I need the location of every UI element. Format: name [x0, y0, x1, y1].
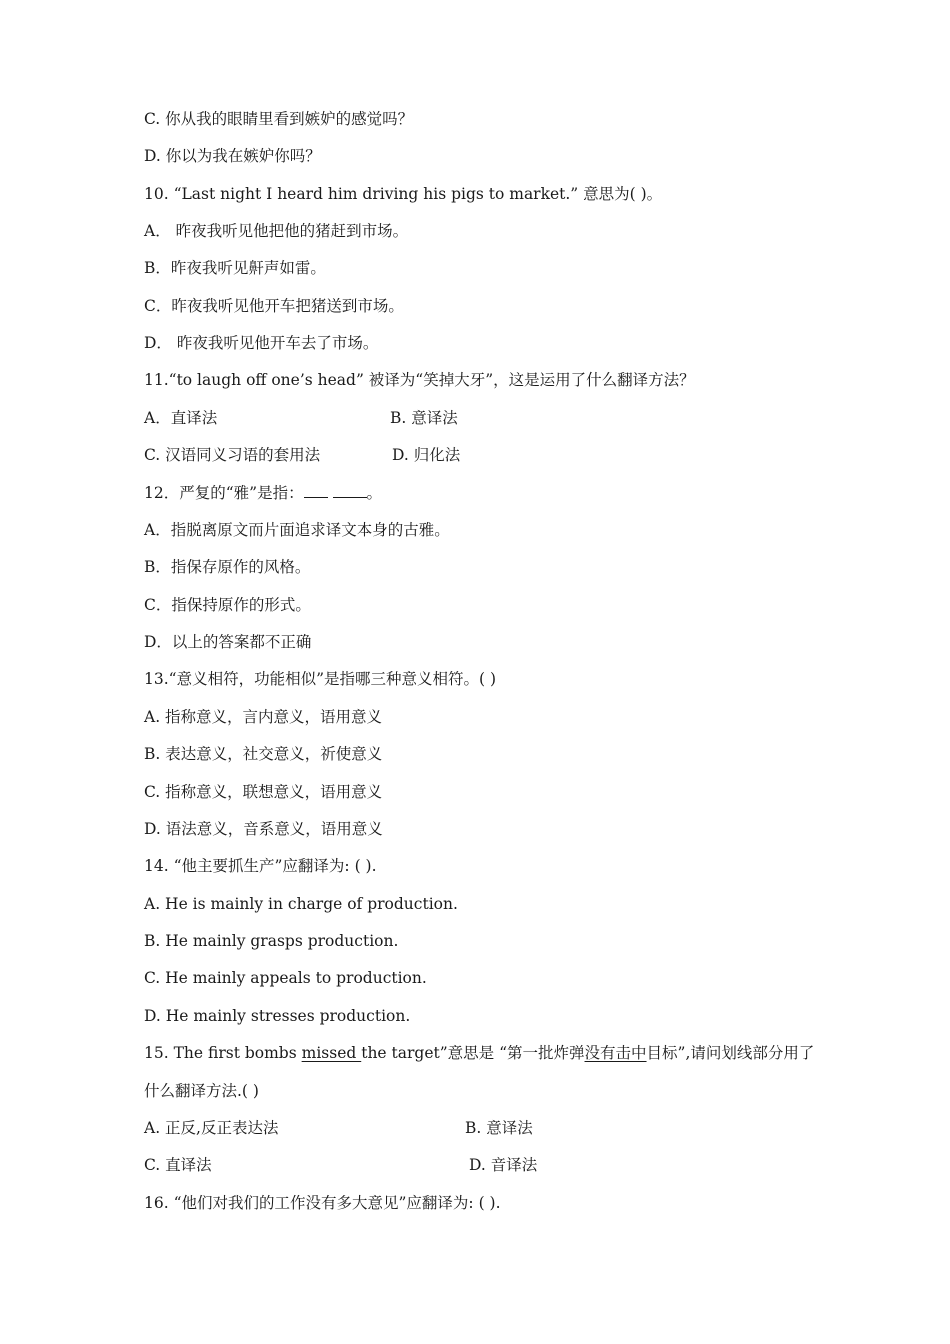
q11-options-row-2: [144, 444, 744, 466]
q14-option-c: C. He mainly appeals to production.: [144, 969, 427, 987]
q9-option-c: C. 你从我的眼睛里看到嫉妒的感觉吗？: [144, 110, 414, 128]
q13-option-c: C. 指称意义，联想意义，语用意义: [144, 783, 383, 801]
q12-question-text: 12．严复的“雅”是指：: [144, 484, 304, 502]
q13-question: 13.“意义相符，功能相似”是指哪三种意义相符。( ): [144, 670, 497, 688]
q14-option-b: B. He mainly grasps production.: [144, 932, 399, 950]
q15-options-row-1: [144, 1117, 744, 1139]
q10-option-c: C．昨夜我听见他开车把猪送到市场。: [144, 297, 404, 315]
q12-option-b: B．指保存原作的风格。: [144, 558, 311, 576]
q15-underlined-chinese: 没有击中: [584, 1044, 647, 1062]
q11-option-c: C. 汉语同义习语的套用法: [144, 446, 321, 464]
q15-question: [144, 1042, 814, 1064]
q16-question: 16. “他们对我们的工作没有多大意见”应翻译为: ( ).: [144, 1194, 501, 1212]
q15-text-mid: the target”意思是 “第一批炸弹: [361, 1044, 585, 1062]
q15-option-c: C. 直译法: [144, 1156, 212, 1174]
q12-blank-2: [333, 483, 367, 498]
q15-underlined-english: missed: [301, 1044, 362, 1062]
q12-option-a: A．指脱离原文而片面追求译文本身的古雅。: [144, 521, 450, 539]
q15-option-b: B. 意译法: [465, 1119, 533, 1137]
q11-option-b: B. 意译法: [390, 409, 458, 427]
q12-blank-1: [304, 483, 328, 498]
q15-option-d: D. 音译法: [469, 1156, 538, 1174]
q13-option-b: B. 表达意义，社交意义，祈使意义: [144, 745, 383, 763]
q12-question-end: 。: [366, 484, 383, 502]
q12-option-d: D．以上的答案都不正确: [144, 633, 312, 651]
q9-option-d: D. 你以为我在嫉妒你吗？: [144, 147, 321, 165]
q13-option-d: D. 语法意义，音系意义，语用意义: [144, 820, 383, 838]
q13-option-a: A. 指称意义，言内意义，语用意义: [144, 708, 383, 726]
q11-options-row-1: [144, 407, 744, 429]
q10-option-b: B．昨夜我听见鼾声如雷。: [144, 259, 326, 277]
q14-option-d: D. He mainly stresses production.: [144, 1007, 411, 1025]
q15-question-continued: 什么翻译方法.( ): [144, 1082, 259, 1100]
q10-option-a: A． 昨夜我听见他把他的猪赶到市场。: [144, 222, 409, 240]
q10-question: 10. “Last night I heard him driving his pigs to market.” 意思为( )。: [144, 185, 663, 203]
q11-question: 11.“to laugh off one’s head” 被译为“笑掉大牙”，这是运用了什么翻译方法？: [144, 371, 695, 389]
q15-option-a: A. 正反,反正表达法: [144, 1119, 279, 1137]
q14-question: 14. “他主要抓生产”应翻译为: ( ).: [144, 857, 377, 875]
q12-option-c: C．指保持原作的形式。: [144, 596, 311, 614]
q15-text-post: 目标”,请问划线部分用了: [646, 1044, 815, 1062]
q11-option-d: D. 归化法: [392, 446, 461, 464]
q11-option-a: A．直译法: [144, 409, 218, 427]
q12-question: [144, 482, 382, 504]
q14-option-a: A. He is mainly in charge of production.: [144, 895, 458, 913]
q10-option-d: D． 昨夜我听见他开车去了市场。: [144, 334, 379, 352]
q15-options-row-2: [144, 1154, 744, 1176]
q15-text-pre: 15. The first bombs: [144, 1044, 302, 1062]
